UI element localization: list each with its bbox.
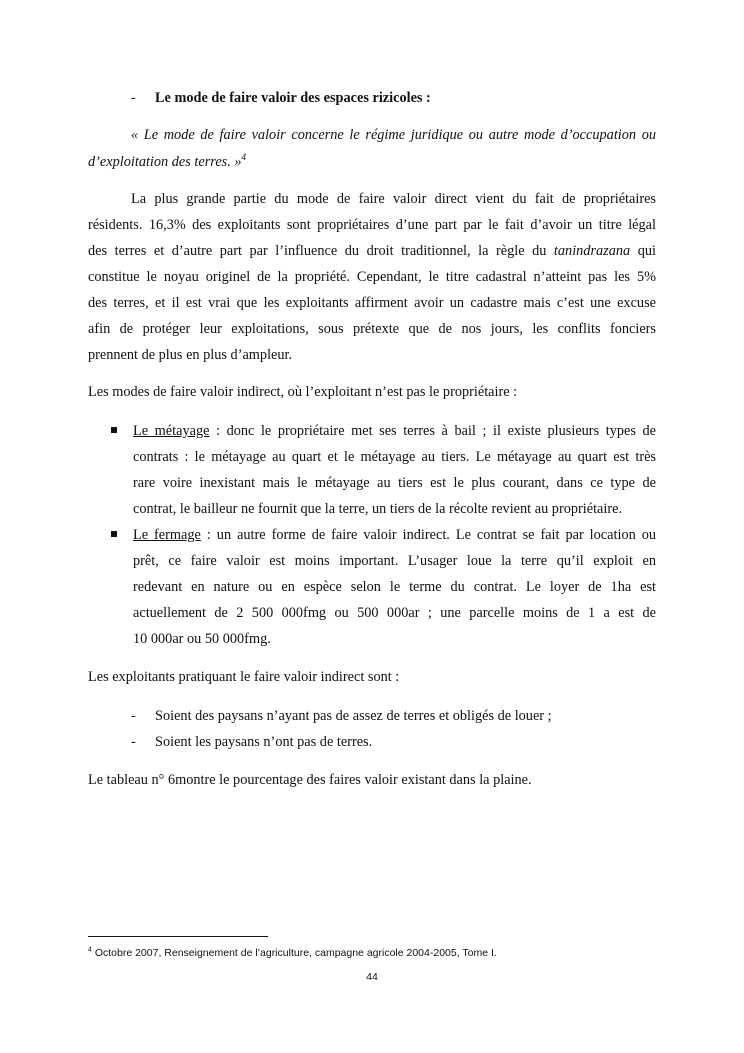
- term-tanindrazana: tanindrazana: [553, 243, 631, 259]
- list-item: Soient les paysans n’ont pas de terres.: [155, 734, 373, 750]
- list-item: Soient des paysans n’ayant pas de assez de terres et obligés de louer ;: [155, 708, 552, 724]
- quote-line-1: « Le mode de faire valoir concerne le régime juridique ou autre mode d’occupation ou: [131, 127, 656, 143]
- footnote: $^4$ Octobre 2007, Renseignement de l’agriculture, campagne agricole 2004-2005, Tome I.: [88, 946, 497, 959]
- footnote-ref: 4: [241, 152, 247, 163]
- footnote-number: 4: [88, 946, 92, 954]
- heading-dash: -: [131, 90, 136, 106]
- para1-line-2: résidents. 16,3% des exploitants sont propriétaires d’une part par le fait d’avoir un titre légal: [88, 217, 656, 233]
- para4: Le tableau n° 6montre le pourcentage des faires valoir existant dans la plaine.: [88, 772, 532, 788]
- para1-line-1: La plus grande partie du mode de faire valoir direct vient du fait de propriétaires: [131, 191, 656, 207]
- term-fermage: Le fermage: [133, 527, 201, 543]
- page-number: 44: [366, 971, 378, 983]
- para1-line-4: constitue le noyau originel de la propriété. Cependant, le titre cadastral n’atteint pas les 5%: [88, 269, 656, 285]
- para1-line-6: afin de protéger leur exploitations, sous prétexte que de nos jours, les conflits fonciers: [88, 321, 656, 337]
- para1-line-5: des terres, et il est vrai que les exploitants affirment avoir un cadastre mais c’est une excuse: [88, 295, 656, 311]
- bullet2-line-5: 10 000ar ou 50 000fmg.: [133, 631, 271, 647]
- square-bullet-icon: [111, 427, 119, 435]
- para3: Les exploitants pratiquant le faire valoir indirect sont :: [88, 669, 400, 685]
- section-heading: Le mode de faire valoir des espaces rizicoles :: [155, 90, 431, 106]
- bullet1-line-2: contrats : le métayage au quart et le métayage au tiers. Le métayage au quart est très: [133, 449, 656, 465]
- list-dash: -: [131, 708, 136, 724]
- bullet2-line-1: Le fermage : un autre forme de faire valoir indirect. Le contrat se fait par location ou: [133, 527, 657, 543]
- para1-line-7: prennent de plus en plus d’ampleur.: [88, 347, 293, 363]
- footnote-separator: [88, 936, 268, 937]
- square-bullet-icon: [111, 531, 119, 539]
- quote-line-2: d’exploitation des terres. »$^4$: [88, 152, 247, 170]
- bullet1-line-4: contrat, le bailleur ne fournit que la terre, un tiers de la récolte revient au propriétaire.: [133, 501, 623, 517]
- para1-line-3: des terres et d’autre part par l’influence du droit traditionnel, la règle du tanindrazana qui: [88, 243, 657, 259]
- para2: Les modes de faire valoir indirect, où l’exploitant n’est pas le propriétaire :: [88, 384, 518, 400]
- bullet2-line-2: prêt, ce faire valoir est moins important. L’usager loue la terre qu’il exploit en: [133, 553, 656, 569]
- bullet1-line-1: Le métayage : donc le propriétaire met ses terres à bail ; il existe plusieurs types de: [133, 423, 656, 439]
- bullet2-line-3: redevant en nature ou en espèce selon le terme du contrat. Le loyer de 1ha est: [133, 579, 656, 595]
- term-metayage: Le métayage: [133, 423, 210, 439]
- bullet1-line-3: rare voire inexistant mais le métayage au tiers est le plus courant, dans ce type de: [133, 475, 656, 491]
- list-dash: -: [131, 734, 136, 750]
- bullet2-line-4: actuellement de 2 500 000fmg ou 500 000ar ; une parcelle moins de 1 a est de: [133, 605, 656, 621]
